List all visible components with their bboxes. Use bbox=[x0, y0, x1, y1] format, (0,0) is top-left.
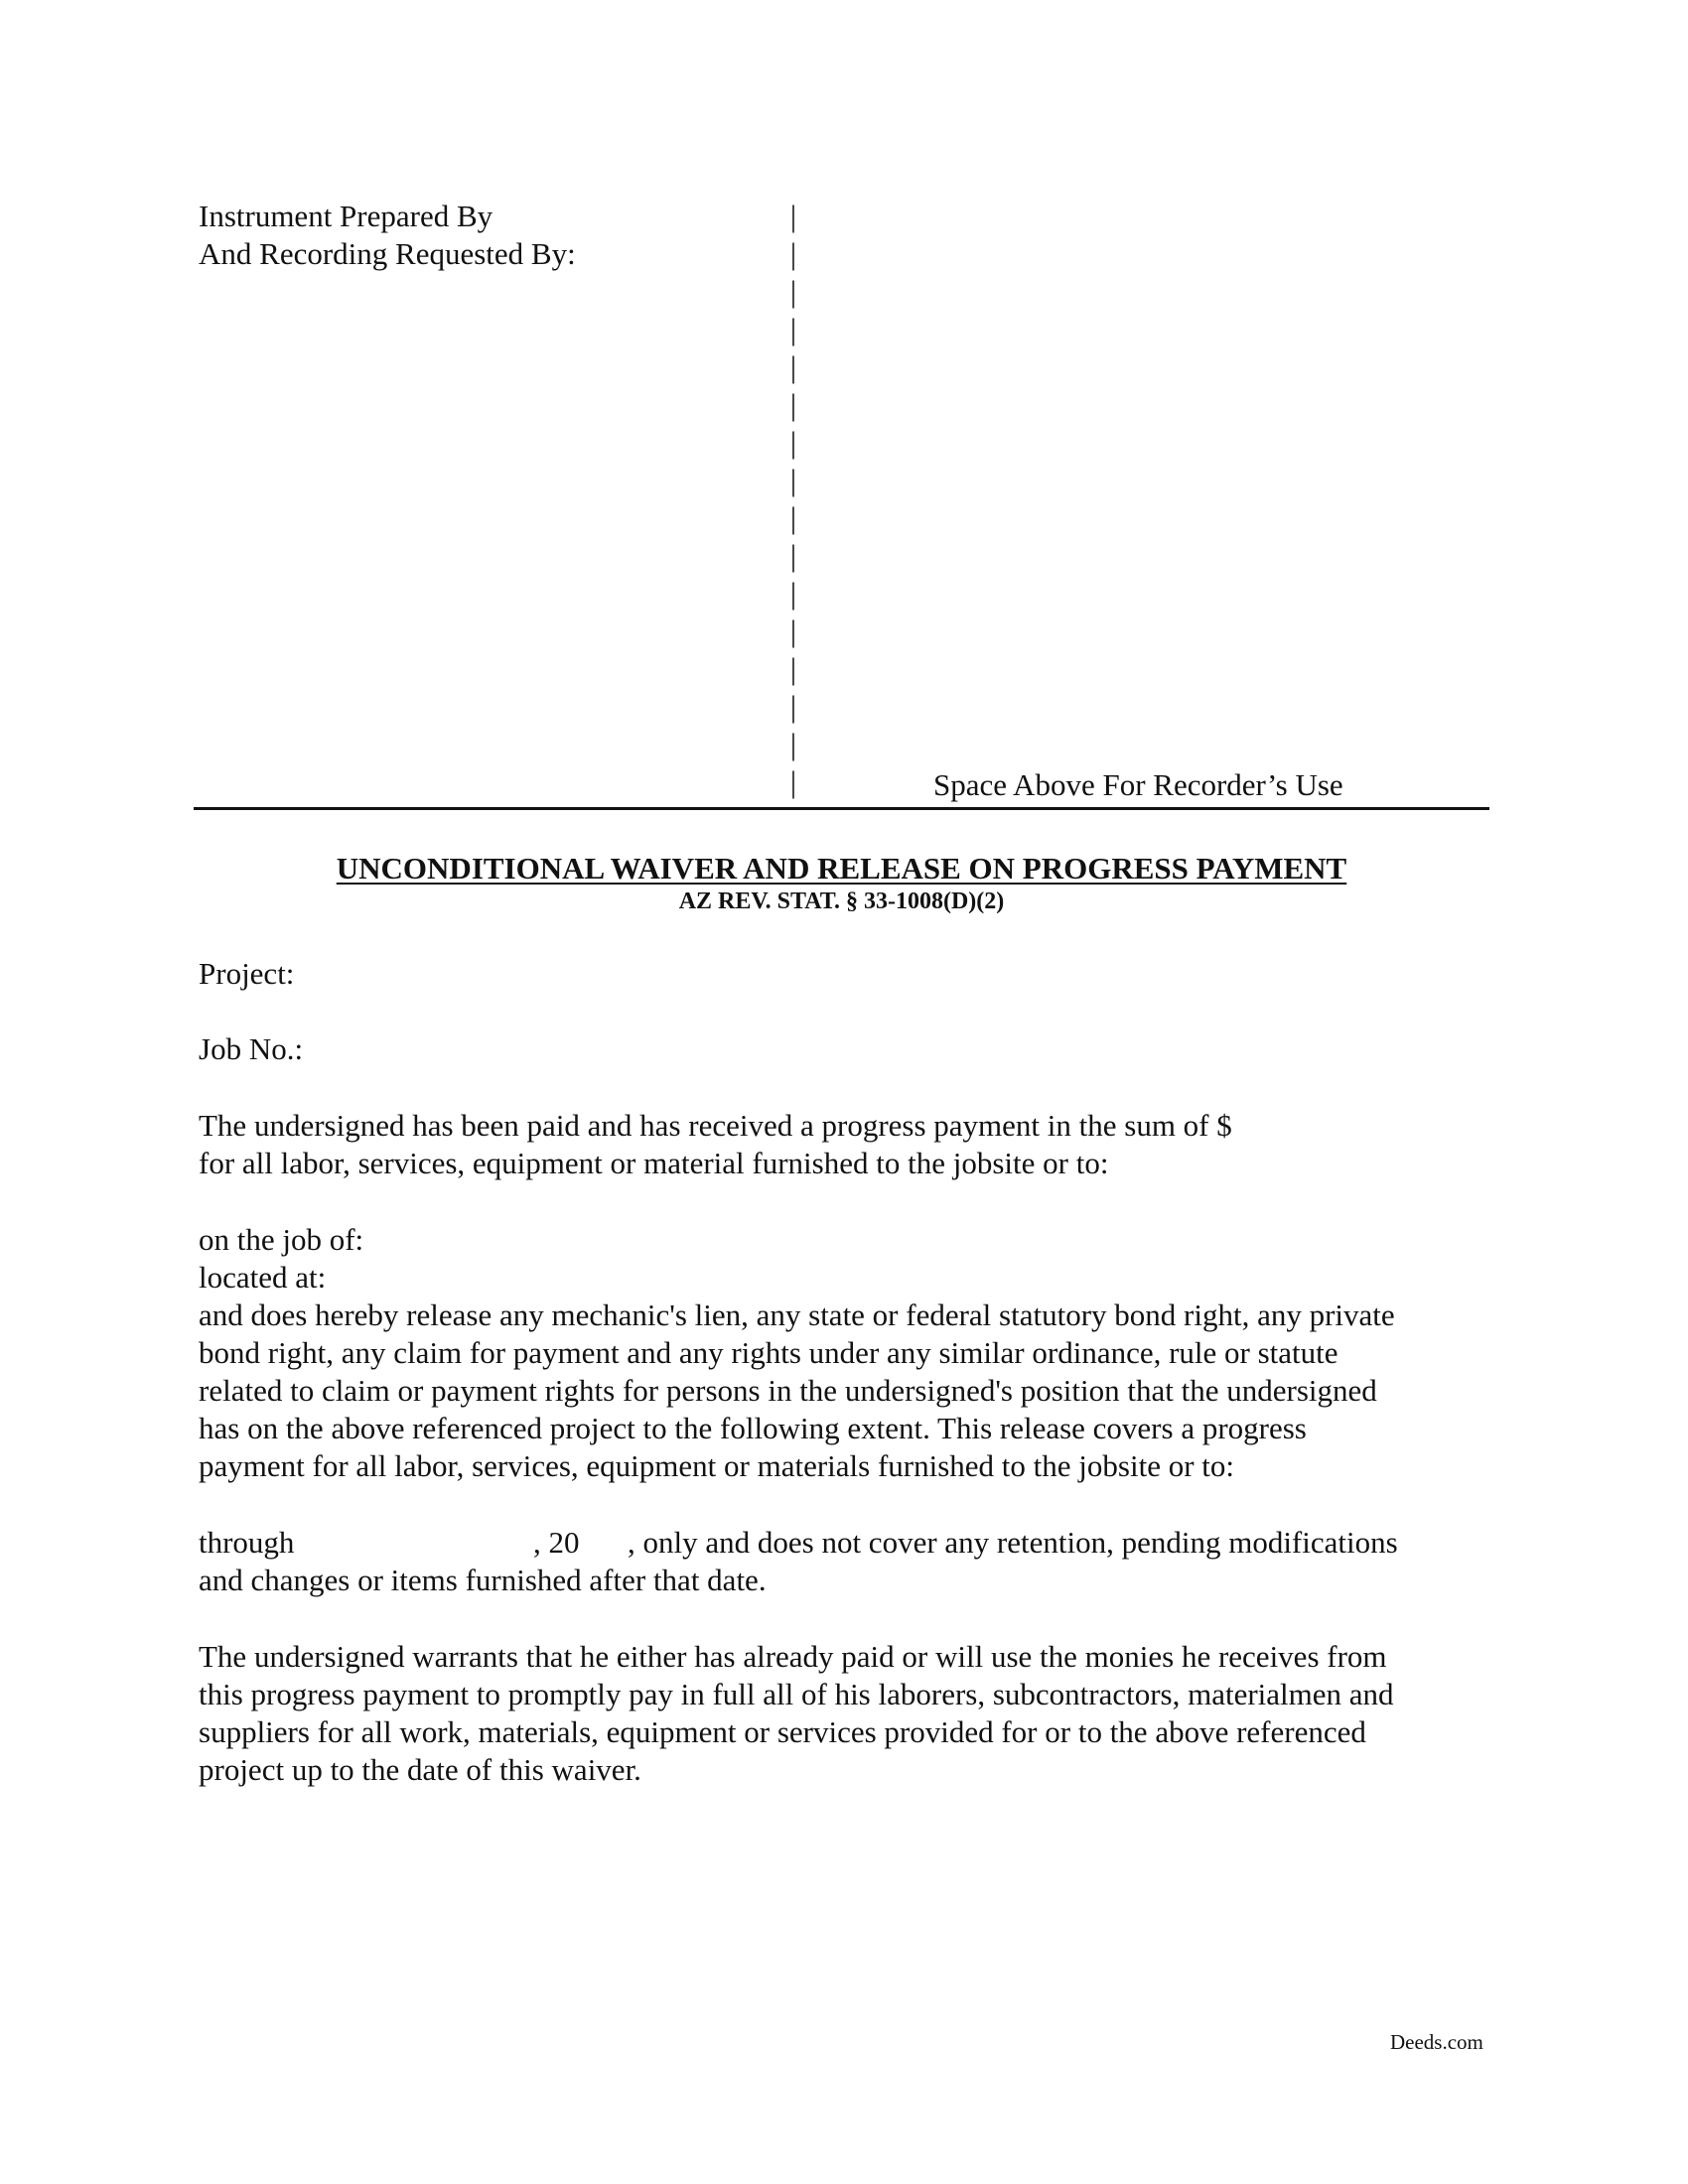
recording-requested-label: And Recording Requested By: bbox=[199, 236, 576, 271]
year-prefix: , 20 bbox=[533, 1525, 580, 1560]
release-line: related to claim or payment rights for persons in the undersigned's position that the undersigned bbox=[199, 1373, 1377, 1408]
release-line: bond right, any claim for payment and any rights under any similar ordinance, rule or statute bbox=[199, 1335, 1338, 1370]
divider-segment: | bbox=[789, 236, 797, 271]
warrant-line: The undersigned warrants that he either has already paid or will use the monies he receives from bbox=[199, 1639, 1387, 1674]
recorder-rule bbox=[194, 807, 1489, 810]
divider-segment: | bbox=[789, 387, 797, 422]
divider-segment: | bbox=[789, 425, 797, 460]
divider-segment: | bbox=[789, 727, 797, 761]
divider-segment: | bbox=[789, 500, 797, 535]
located-at-label: located at: bbox=[199, 1260, 327, 1295]
divider-segment: | bbox=[789, 614, 797, 648]
divider-segment: | bbox=[789, 764, 797, 799]
payment-text-line-1: The undersigned has been paid and has received a progress payment in the sum of $ bbox=[199, 1108, 1232, 1143]
divider-segment: | bbox=[789, 312, 797, 346]
prepared-by-label: Instrument Prepared By bbox=[199, 199, 493, 233]
divider-segment: | bbox=[789, 199, 797, 233]
job-no-label: Job No.: bbox=[199, 1031, 304, 1066]
footer-brand: Deeds.com bbox=[1390, 2030, 1483, 2054]
statute-reference: AZ REV. STAT. § 33-1008(D)(2) bbox=[678, 888, 1005, 914]
warrant-line: project up to the date of this waiver. bbox=[199, 1752, 641, 1787]
through-text: , only and does not cover any retention, pending modifications bbox=[628, 1525, 1398, 1560]
divider-segment: | bbox=[789, 463, 797, 497]
warrant-line: this progress payment to promptly pay in full all of his laborers, subcontractors, materialmen and bbox=[199, 1677, 1394, 1711]
divider-segment: | bbox=[789, 651, 797, 686]
payment-text-line-2: for all labor, services, equipment or material furnished to the jobsite or to: bbox=[199, 1146, 1109, 1180]
release-line: and does hereby release any mechanic's lien, any state or federal statutory bond right, any private bbox=[199, 1297, 1395, 1332]
release-line: payment for all labor, services, equipment or materials furnished to the jobsite or to: bbox=[199, 1448, 1234, 1483]
document-title bbox=[194, 850, 1489, 887]
divider-segment: | bbox=[789, 274, 797, 309]
through-label: through bbox=[199, 1525, 295, 1560]
on-job-of-label: on the job of: bbox=[199, 1222, 364, 1257]
warrant-line: suppliers for all work, materials, equipment or services provided for or to the above referenced bbox=[199, 1714, 1366, 1749]
divider-segment: | bbox=[789, 538, 797, 573]
divider-segment: | bbox=[789, 576, 797, 611]
through-text-line-2: and changes or items furnished after that date. bbox=[199, 1563, 767, 1597]
divider-segment: | bbox=[789, 349, 797, 384]
project-label: Project: bbox=[199, 956, 295, 991]
divider-segment: | bbox=[789, 689, 797, 724]
recorder-space-label: Space Above For Recorder’s Use bbox=[933, 767, 1343, 802]
release-line: has on the above referenced project to the following extent. This release covers a progress bbox=[199, 1411, 1307, 1445]
document-title-text: UNCONDITIONAL WAIVER AND RELEASE ON PROGRESS PAYMENT bbox=[336, 851, 1347, 886]
